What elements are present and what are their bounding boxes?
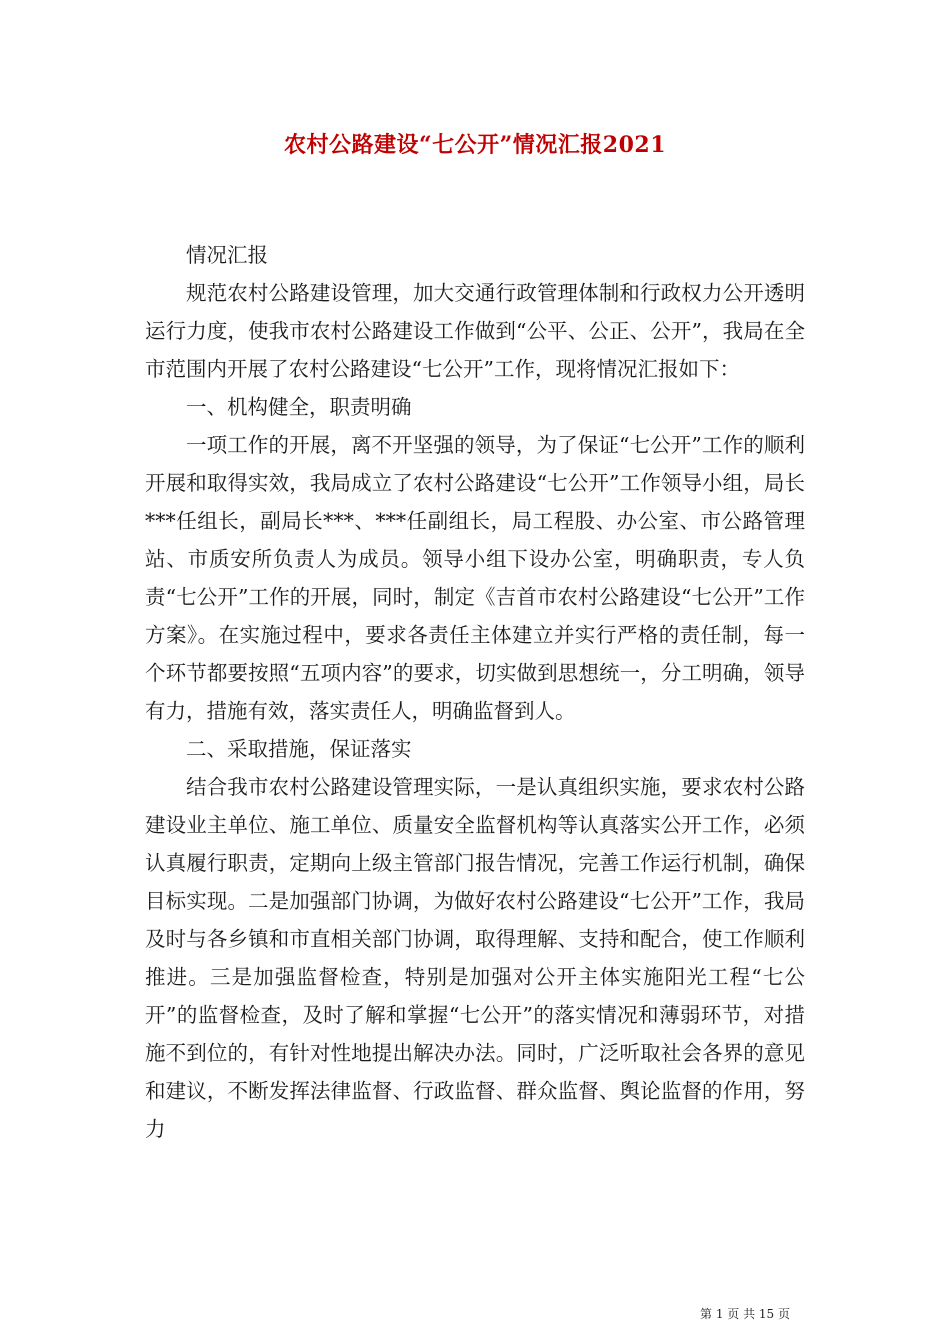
document-title: 农村公路建设“七公开”情况汇报2021	[283, 132, 667, 158]
section-heading-2: 二、采取措施，保证落实	[186, 737, 412, 761]
section-heading-1: 一、机构健全，职责明确	[186, 395, 412, 419]
page-number: 第 1 页 共 15 页	[700, 1307, 790, 1321]
paragraph-measures: 结合我市农村公路建设管理实际，一是认真组织实施，要求农村公路建设业主单位、施工单位、质量安全监督机构等认真落实公开工作，必须认真履行职责，定期向上级主管部门报告情况，完善工作运行机制，确保目标实现。二是加强部门协调，为做好农村公路建设“七公开”工作，我局及时与各乡镇和市直相关部门协调，取得理解、支持和配合，使工作顺利推进。三是加强监督检查，特别是加强对公开主体实施阳光工程“七公开”的监督检查，及时了解和掌握“七公开”的落实情况和薄弱环节，对措施不到位的，有针对性地提出解决办法。同时，广泛听取社会各界的意见和建议，不断发挥法律监督、行政监督、群众监督、舆论监督的作用，努力	[145, 775, 805, 1141]
paragraph-intro: 规范农村公路建设管理，加大交通行政管理体制和行政权力公开透明运行力度，使我市农村公路建设工作做到“公平、公正、公开”，我局在全市范围内开展了农村公路建设“七公开”工作，现将情况汇报如下：	[145, 281, 805, 381]
paragraph-organization: 一项工作的开展，离不开坚强的领导，为了保证“七公开”工作的顺利开展和取得实效，我局成立了农村公路建设“七公开”工作领导小组，局长***任组长，副局长***、***任副组长，局工程股、办公室、市公路管理站、市质安所负责人为成员。领导小组下设办公室，明确职责，专人负责“七公开”工作的开展，同时，制定《吉首市农村公路建设“七公开”工作方案》。在实施过程中，要求各责任主体建立并实行严格的责任制，每一个环节都要按照“五项内容”的要求，切实做到思想统一，分工明确，领导有力，措施有效，落实责任人，明确监督到人。	[145, 433, 805, 723]
paragraph-heading-report: 情况汇报	[186, 243, 268, 267]
document-body	[145, 236, 805, 1148]
